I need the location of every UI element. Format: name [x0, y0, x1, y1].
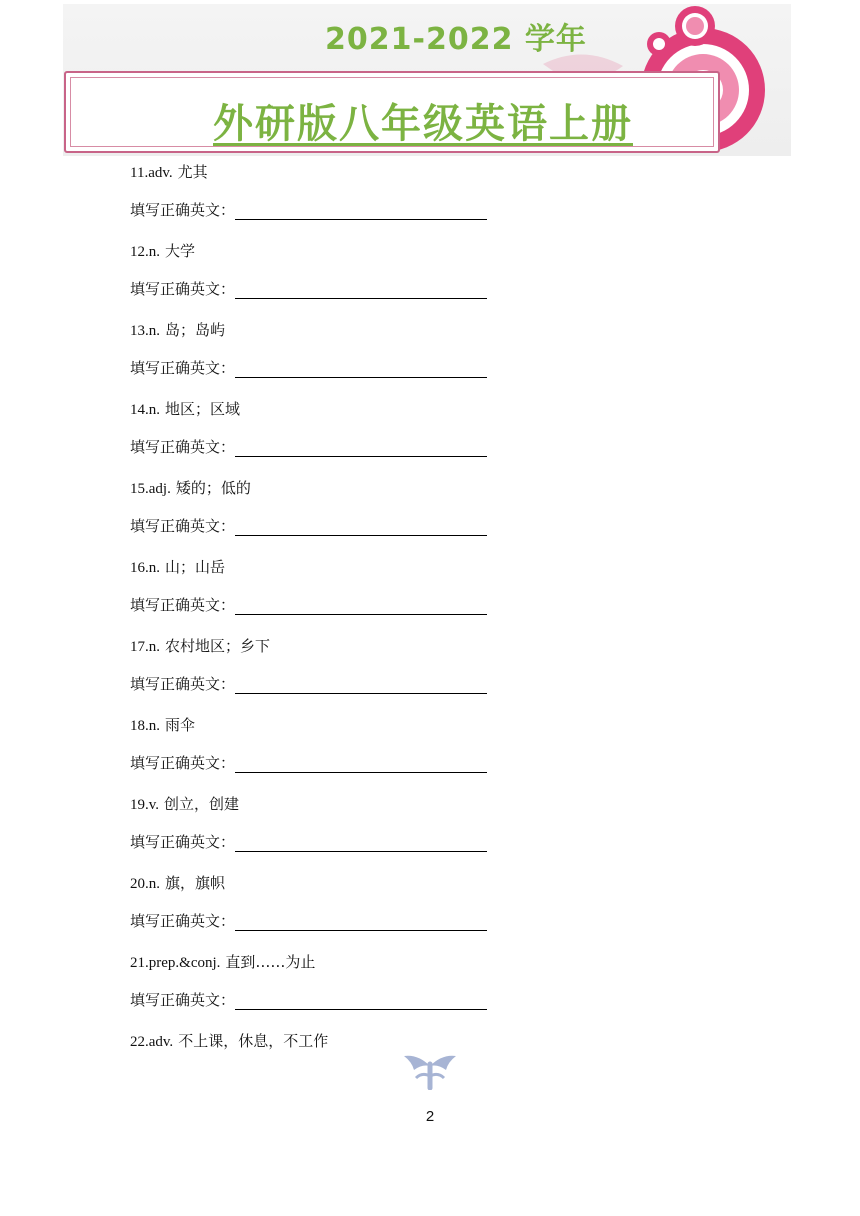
item-number-pos: 21.prep.&conj.: [130, 955, 221, 971]
vocab-term: [130, 635, 270, 656]
answer-row: [130, 989, 487, 1010]
item-number-pos: 15.adj.: [130, 481, 171, 497]
vocab-entry: [130, 867, 730, 946]
vocab-entry: [130, 788, 730, 867]
school-year: 2021-2022 学年: [325, 22, 587, 57]
vocab-term: [130, 1030, 328, 1051]
answer-row: [130, 278, 487, 299]
fill-prompt-label: 填写正确英文：: [130, 833, 236, 851]
answer-row: [130, 515, 487, 536]
answer-row: [130, 357, 487, 378]
header-banner: [63, 4, 791, 156]
fill-prompt-label: 填写正确英文：: [130, 280, 236, 298]
chinese-meaning: 直到……为止: [225, 953, 316, 971]
chinese-meaning: 地区；区域: [165, 400, 241, 418]
vocab-term: [130, 240, 195, 261]
vocab-term: [130, 872, 225, 893]
vocab-entry: [130, 156, 730, 235]
answer-blank[interactable]: [235, 914, 487, 931]
vocab-entry: [130, 630, 730, 709]
answer-row: [130, 673, 487, 694]
answer-blank[interactable]: [235, 203, 487, 220]
vocab-entry: [130, 314, 730, 393]
vocabulary-list: [130, 156, 730, 1104]
vocab-term: [130, 714, 195, 735]
document-title: 外研版八年级英语上册: [213, 101, 633, 147]
chinese-meaning: 旗，旗帜: [165, 874, 226, 892]
answer-row: [130, 436, 487, 457]
fill-prompt-label: 填写正确英文：: [130, 359, 236, 377]
answer-row: [130, 594, 487, 615]
answer-row: [130, 910, 487, 931]
answer-blank[interactable]: [235, 361, 487, 378]
fill-prompt-label: 填写正确英文：: [130, 912, 236, 930]
vocab-entry: [130, 472, 730, 551]
vocab-term: [130, 793, 239, 814]
item-number-pos: 13.n.: [130, 323, 160, 339]
chinese-meaning: 农村地区；乡下: [165, 637, 271, 655]
fill-prompt-label: 填写正确英文：: [130, 991, 236, 1009]
answer-row: [130, 831, 487, 852]
item-number-pos: 20.n.: [130, 876, 160, 892]
chinese-meaning: 不上课，休息，不工作: [178, 1032, 329, 1050]
item-number-pos: 12.n.: [130, 244, 160, 260]
vocab-entry: [130, 393, 730, 472]
chinese-meaning: 大学: [165, 242, 196, 260]
chinese-meaning: 岛；岛屿: [165, 321, 226, 339]
vocab-entry: [130, 946, 730, 1025]
item-number-pos: 18.n.: [130, 718, 160, 734]
item-number-pos: 14.n.: [130, 402, 160, 418]
chinese-meaning: 创立，创建: [164, 795, 240, 813]
vocab-term: [130, 161, 208, 182]
fill-prompt-label: 填写正确英文：: [130, 675, 236, 693]
item-number-pos: 19.v.: [130, 797, 160, 813]
item-number-pos: 17.n.: [130, 639, 160, 655]
vocab-entry: [130, 551, 730, 630]
fill-prompt-label: 填写正确英文：: [130, 438, 236, 456]
answer-blank[interactable]: [235, 440, 487, 457]
vocab-term: [130, 951, 315, 972]
vocab-term: [130, 319, 225, 340]
page-number: 2: [425, 1108, 435, 1125]
item-number-pos: 16.n.: [130, 560, 160, 576]
answer-blank[interactable]: [235, 519, 487, 536]
plant-ornament-icon: [402, 1050, 458, 1090]
answer-blank[interactable]: [235, 835, 487, 852]
vocab-entry: [130, 235, 730, 314]
answer-row: [130, 199, 487, 220]
vocab-term: [130, 477, 251, 498]
answer-blank[interactable]: [235, 282, 487, 299]
chinese-meaning: 矮的；低的: [175, 479, 251, 497]
chinese-meaning: 雨伞: [165, 716, 196, 734]
vocab-term: [130, 398, 240, 419]
answer-blank[interactable]: [235, 756, 487, 773]
fill-prompt-label: 填写正确英文：: [130, 201, 236, 219]
answer-blank[interactable]: [235, 598, 487, 615]
fill-prompt-label: 填写正确英文：: [130, 517, 236, 535]
chinese-meaning: 尤其: [177, 163, 208, 181]
fill-prompt-label: 填写正确英文：: [130, 596, 236, 614]
fill-prompt-label: 填写正确英文：: [130, 754, 236, 772]
vocab-entry: [130, 709, 730, 788]
answer-blank[interactable]: [235, 993, 487, 1010]
answer-row: [130, 752, 487, 773]
chinese-meaning: 山；山岳: [165, 558, 226, 576]
item-number-pos: 11.adv.: [130, 165, 173, 181]
item-number-pos: 22.adv.: [130, 1034, 174, 1050]
answer-blank[interactable]: [235, 677, 487, 694]
vocab-term: [130, 556, 225, 577]
